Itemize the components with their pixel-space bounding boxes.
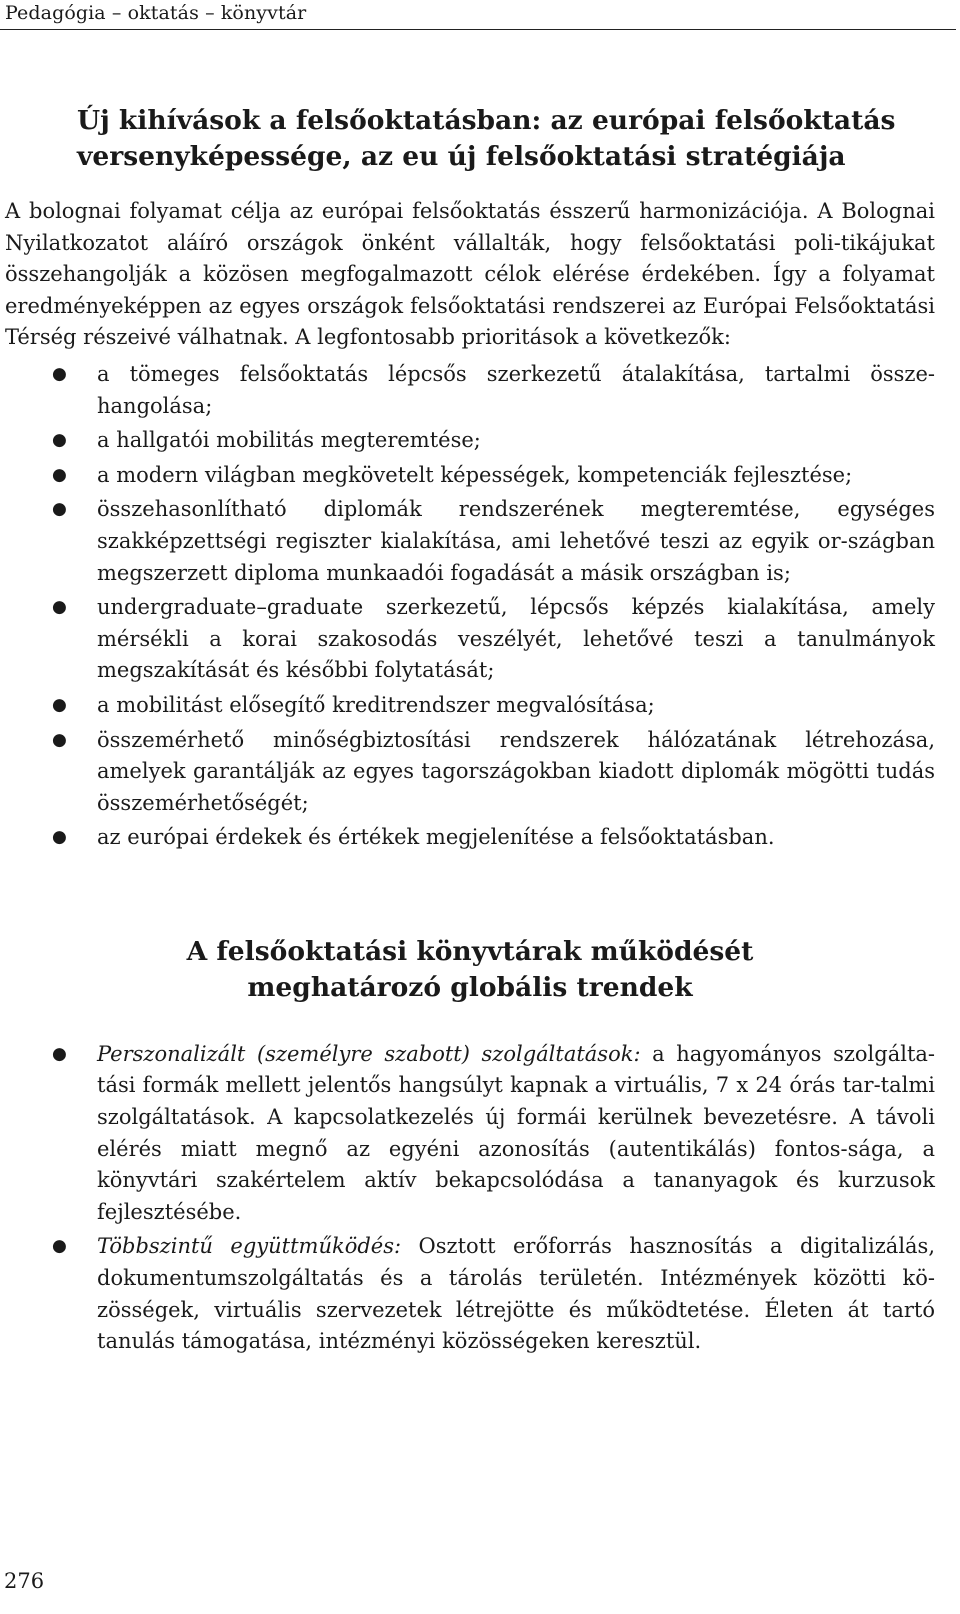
header-divider [0, 29, 956, 30]
bullet-icon: ● [52, 499, 67, 520]
list-item-text: a hallgatói mobilitás megteremtése; [97, 428, 481, 453]
running-header: Pedagógia – oktatás – könyvtár [5, 2, 307, 24]
list-item [5, 1039, 935, 1229]
page-content [5, 103, 935, 1361]
trend-term: Perszonalizált (személyre szabott) szolgáltatások: [97, 1041, 641, 1066]
bullet-icon: ● [52, 430, 67, 451]
bullet-icon: ● [52, 1236, 67, 1257]
priority-list [5, 359, 935, 854]
intro-paragraph: A bolognai folyamat célja az európai felsőoktatás ésszerű harmonizációja. A Bolognai Nyilatkozatot aláíró országok önként vállalták, hogy felsőoktatási poli-tikájukat összehangolják a közösen megfogalmazott célok elérése érdekében. Így a folyamat eredményeképpen az egyes országok felsőoktatási rendszerei az Európai Felsőoktatási Térség részeivé válhatnak. A legfontosabb prioritások a következők: [5, 199, 935, 350]
trend-description: a hagyományos szolgálta-tási formák mellett jelentős hangsúlyt kapnak a virtuális, 7 x 24 órás tar-talmi szolgáltatások. A kapcsolatkezelés új formái kerülnek bevezetésre. A távoli elérés miatt megnő az egyéni azonosítás (autentikálás) fontos-sága, a könyvtári szakértelem aktív bekapcsolódása a tananyagok és kurzusok fejlesztésébe. [97, 1041, 936, 1224]
section-1-title [77, 103, 935, 175]
list-item-text: az európai érdekek és értékek megjelenítése a felsőoktatásban. [97, 825, 775, 850]
list-item [5, 460, 935, 492]
trend-term: Többszintű együttműködés: [97, 1234, 402, 1259]
section-2-title-line-1: A felsőoktatási könyvtárak működését [186, 935, 754, 967]
list-item [5, 725, 935, 820]
section-2-title [5, 934, 935, 1006]
bullet-icon: ● [52, 694, 67, 715]
list-item-text: a modern világban megkövetelt képességek, kompetenciák fejlesztése; [97, 462, 853, 487]
bullet-icon: ● [52, 363, 67, 384]
trend-description: Osztott erőforrás hasznosítás a digitalizálás, dokumentumszolgáltatás és a tárolás területén. Intézmények közötti kö-zösségek, virtuális szervezetek létrejötte és működtetése. Életen át tartó tanulás támogatása, intézményi közösségeken keresztül. [97, 1234, 936, 1354]
section-1-title-line-1: Új kihívások a felsőoktatásban: az európai felsőoktatás [77, 105, 896, 136]
list-item [5, 690, 935, 722]
list-item-text: undergraduate–graduate szerkezetű, lépcsős képzés kialakítása, amely mérsékli a korai szakosodás veszélyét, lehetővé teszi a tanulmányok megszakítását és későbbi folytatását; [97, 595, 935, 683]
list-item [5, 822, 935, 854]
trends-list [5, 1039, 935, 1358]
section-2-title-line-2: meghatározó globális trendek [247, 971, 693, 1003]
list-item [5, 494, 935, 589]
section-1-title-line-2: versenyképessége, az eu új felsőoktatási stratégiája [77, 141, 846, 172]
list-item-text: a tömeges felsőoktatás lépcsős szerkezetű átalakítása, tartalmi össze-hangolása; [97, 361, 935, 418]
list-item [5, 359, 935, 422]
list-item [5, 1231, 935, 1357]
list-item [5, 425, 935, 457]
bullet-icon: ● [52, 597, 67, 618]
bullet-icon: ● [52, 464, 67, 485]
page-number: 276 [4, 1569, 45, 1593]
list-item-text: összemérhető minőségbiztosítási rendszerek hálózatának létrehozása, amelyek garantálják az egyes tagországokban kiadott diplomák mögötti tudás összemérhetőségét; [97, 727, 935, 815]
bullet-icon: ● [52, 827, 67, 848]
list-item-text: összehasonlítható diplomák rendszerének megteremtése, egységes szakképzettségi regiszter kialakítása, ami lehetővé teszi az egyik or-szágban megszerzett diploma munkaadói fogadását a másik országban is; [97, 497, 935, 585]
list-item [5, 592, 935, 687]
list-item-text: a mobilitást elősegítő kreditrendszer megvalósítása; [97, 692, 655, 717]
bullet-icon: ● [52, 729, 67, 750]
bullet-icon: ● [52, 1043, 67, 1064]
